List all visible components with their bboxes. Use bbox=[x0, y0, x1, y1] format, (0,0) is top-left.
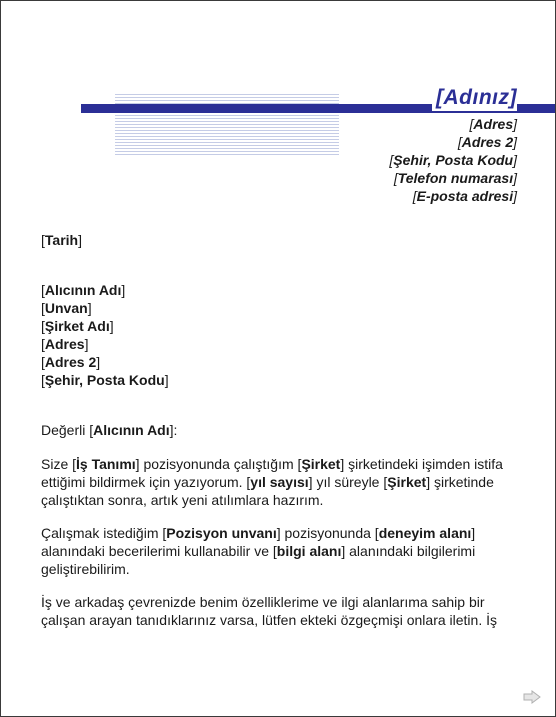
paragraph-3: İş ve arkadaş çevrenizde benim özelliklerime ve ilgi alanlarıma sahip bir çalışan arayan tanıdıklarınız varsa, lütfen ekteki özgeçmişi onlara iletin. İş bbox=[41, 594, 497, 628]
sender-address-2[interactable]: [Adres 2] bbox=[457, 134, 517, 150]
company-field[interactable]: Şirket bbox=[301, 456, 341, 472]
recipient-block bbox=[41, 281, 169, 389]
sender-name[interactable]: [Adınız] bbox=[432, 85, 517, 111]
job-title-field[interactable]: İş Tanımı bbox=[76, 456, 136, 472]
right-arrow-icon[interactable] bbox=[523, 690, 541, 704]
sender-email[interactable]: [E-posta adresi] bbox=[412, 188, 517, 204]
paragraph-2: Çalışmak istediğim [Pozisyon unvanı] pozisyonunda [deneyim alanı] alanındaki becerilerimi kullanabilir ve [bilgi alanı] alanındaki bilgilerimi geliştirebilirim. bbox=[41, 525, 476, 577]
sender-address-block bbox=[389, 115, 517, 205]
knowledge-field[interactable]: bilgi alanı bbox=[276, 543, 342, 559]
salutation: Değerli [Alıcının Adı]: bbox=[41, 422, 178, 438]
paragraph-1: Size [İş Tanımı] pozisyonunda çalıştığım [Şirket] şirketindeki işimden istifa ettiğimi bildirmek için yazıyorum. [yıl sayısı] yıl süreyle [Şirket] şirketinde çalıştıktan sonra, artık yeni atılımlara hazırım. bbox=[41, 456, 503, 508]
years-field[interactable]: yıl sayısı bbox=[250, 474, 309, 490]
sender-address[interactable]: [Adres] bbox=[469, 116, 517, 132]
sender-city-zip[interactable]: [Şehir, Posta Kodu] bbox=[389, 152, 517, 168]
recipient-address[interactable]: [Adres] bbox=[41, 336, 89, 352]
salutation-name[interactable]: Alıcının Adı bbox=[93, 422, 170, 438]
position-field[interactable]: Pozisyon unvanı bbox=[166, 525, 277, 541]
company-field-2[interactable]: Şirket bbox=[387, 474, 427, 490]
recipient-address-2[interactable]: [Adres 2] bbox=[41, 354, 101, 370]
date-field[interactable]: [Tarih] bbox=[41, 232, 82, 248]
recipient-city-zip[interactable]: [Şehir, Posta Kodu] bbox=[41, 372, 169, 388]
recipient-title[interactable]: [Unvan] bbox=[41, 300, 92, 316]
experience-field[interactable]: deneyim alanı bbox=[378, 525, 472, 541]
sender-phone[interactable]: [Telefon numarası] bbox=[393, 170, 517, 186]
recipient-company[interactable]: [Şirket Adı] bbox=[41, 318, 114, 334]
recipient-name[interactable]: [Alıcının Adı] bbox=[41, 282, 126, 298]
